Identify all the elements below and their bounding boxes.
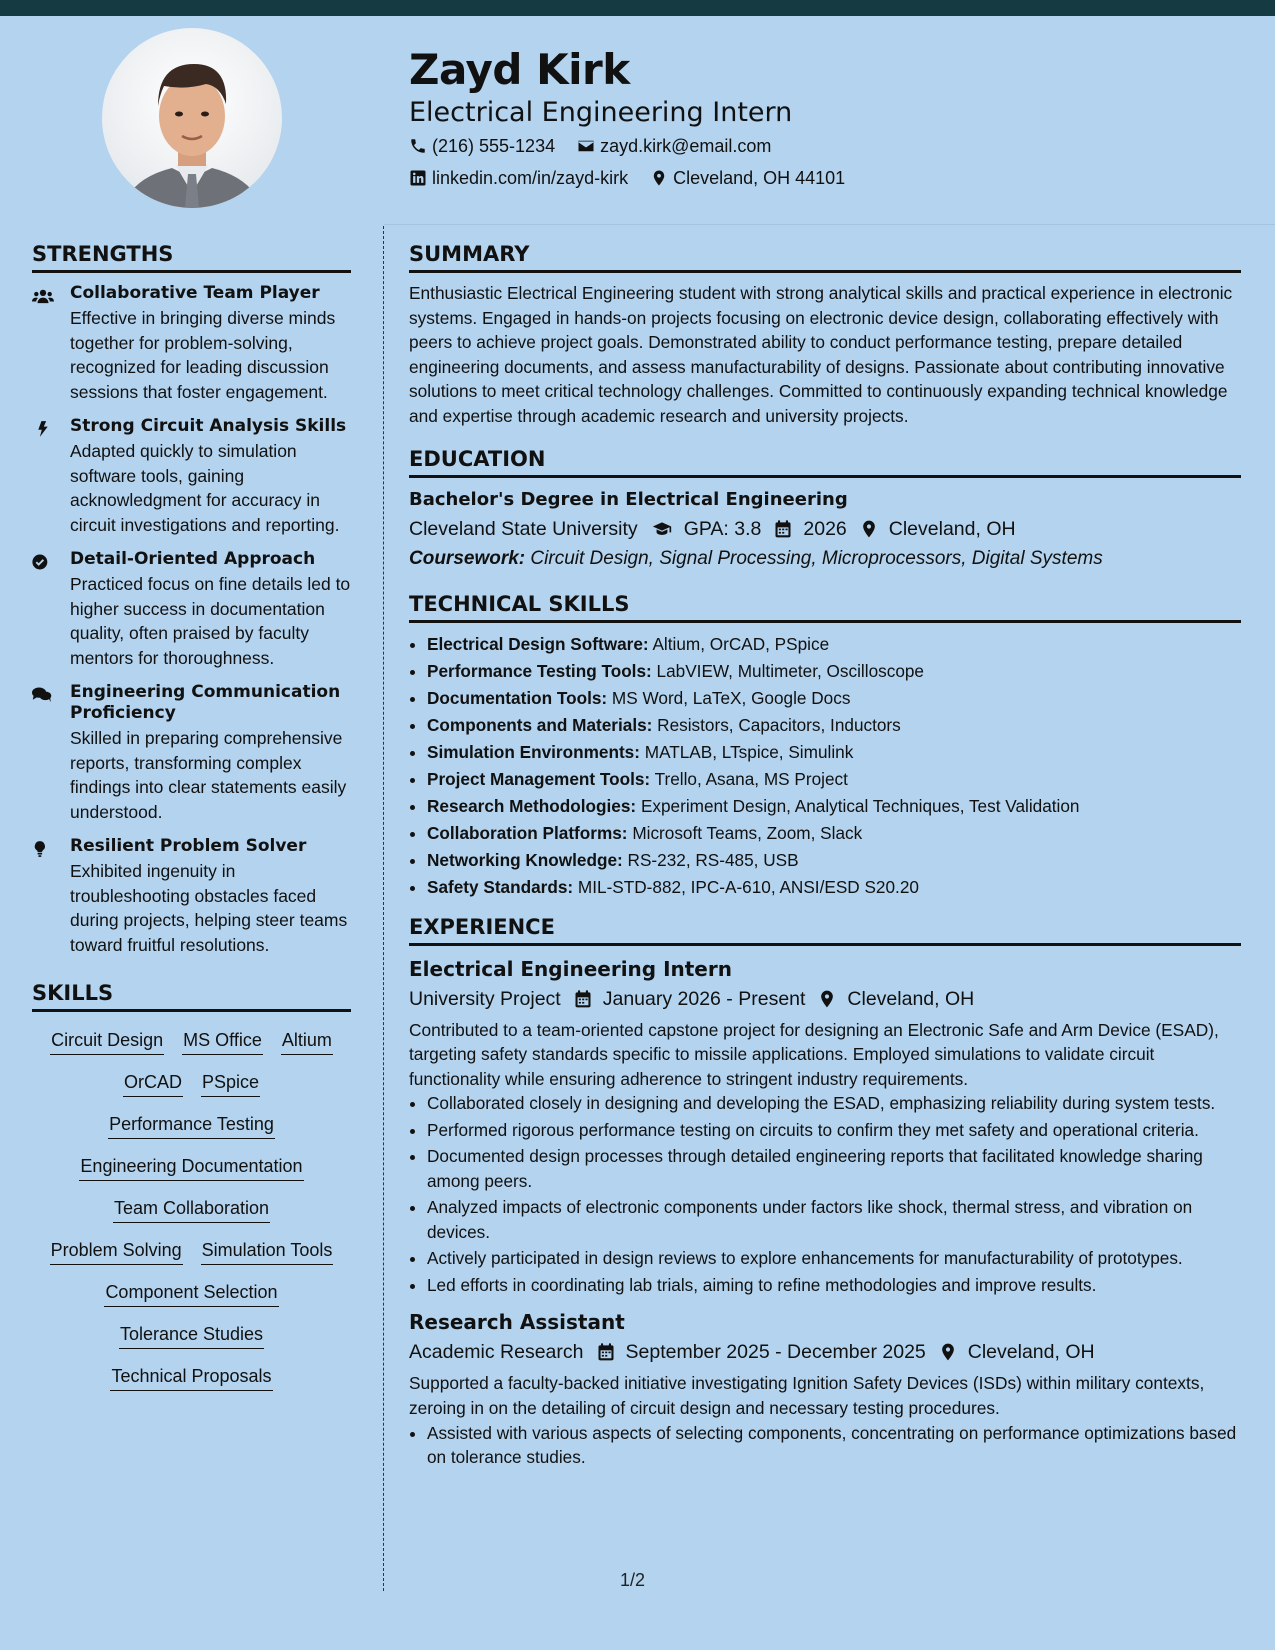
calendar-icon bbox=[573, 989, 593, 1009]
list-item: • Networking Knowledge: RS-232, RS-485, USB bbox=[427, 847, 1241, 874]
gpa: GPA: 3.8 bbox=[683, 517, 762, 540]
phone-number: (216) 555-1234 bbox=[432, 136, 556, 156]
list-item: • Collaborated closely in designing and developing the ESAD, emphasizing reliability during system tests. bbox=[427, 1091, 1241, 1116]
calendar-icon bbox=[596, 1342, 616, 1362]
top-accent-bar bbox=[0, 0, 1275, 16]
envelope-icon bbox=[577, 137, 595, 155]
skill-tag: Circuit Design bbox=[50, 1026, 164, 1055]
strength-item bbox=[32, 283, 351, 404]
check-circle-icon bbox=[32, 552, 54, 572]
strength-title: Strong Circuit Analysis Skills bbox=[70, 416, 347, 436]
strength-title: Engineering Communication Proficiency bbox=[70, 682, 341, 723]
coursework-label: Coursework: bbox=[409, 547, 526, 569]
skill-tag: Component Selection bbox=[104, 1278, 278, 1307]
map-marker-icon bbox=[859, 519, 879, 539]
skills-heading: SKILLS bbox=[32, 979, 351, 1012]
skills-tag-cloud bbox=[32, 1026, 351, 1391]
experience-heading: EXPERIENCE bbox=[409, 913, 1241, 946]
resume-header bbox=[409, 40, 1249, 194]
contact-row-1 bbox=[409, 130, 1249, 162]
summary-text: Enthusiastic Electrical Engineering student with strong analytical skills and practical experience in electronic systems. Engaged in hands-on projects focusing on electronic device design, collaborating effectively with peers to achieve project goals. Demonstrated ability to conduct performance testing, prepare detailed engineering documents, and assess manufacturability of designs. Passionate about contributing innovative solutions to meet critical technology challenges. Committed to continuously expanding technical knowledge and expertise through academic research and university projects. bbox=[409, 283, 1233, 426]
list-item: • Electrical Design Software: Altium, OrCAD, PSpice bbox=[427, 631, 1241, 658]
strength-item bbox=[32, 416, 351, 537]
job-title: Electrical Engineering Intern bbox=[409, 956, 732, 981]
strength-description: Practiced focus on fine details led to higher success in documentation quality, often praised by faculty mentors for thoroughness. bbox=[70, 574, 351, 668]
calendar-icon bbox=[773, 519, 793, 539]
location-contact bbox=[650, 162, 845, 194]
strength-description: Effective in bringing diverse minds together for problem-solving, recognized for leading discussion sessions that foster engagement. bbox=[70, 308, 336, 402]
strength-title: Collaborative Team Player bbox=[70, 283, 320, 303]
skill-tag: Technical Proposals bbox=[110, 1362, 272, 1391]
coursework bbox=[409, 544, 1241, 574]
skill-tag: Problem Solving bbox=[50, 1236, 183, 1265]
list-item: • Simulation Environments: MATLAB, LTspice, Simulink bbox=[427, 739, 1241, 766]
skill-tag: Tolerance Studies bbox=[119, 1320, 264, 1349]
list-item: • Performance Testing Tools: LabVIEW, Multimeter, Oscilloscope bbox=[427, 658, 1241, 685]
strength-description: Exhibited ingenuity in troubleshooting obstacles faced during projects, helping steer teams toward fruitful resolutions. bbox=[70, 861, 348, 955]
header-divider bbox=[384, 224, 1275, 225]
list-item: • Project Management Tools: Trello, Asana, MS Project bbox=[427, 766, 1241, 793]
coursework-list: Circuit Design, Signal Processing, Microprocessors, Digital Systems bbox=[530, 547, 1103, 569]
school-location: Cleveland, OH bbox=[888, 517, 1016, 540]
linkedin-url[interactable]: linkedin.com/in/zayd-kirk bbox=[432, 168, 629, 188]
list-item: • Led efforts in coordinating lab trials, aiming to refine methodologies and improve results. bbox=[427, 1273, 1241, 1298]
graduation-cap-icon bbox=[650, 519, 674, 539]
linkedin-contact[interactable] bbox=[409, 162, 628, 194]
job-dates: January 2026 - Present bbox=[602, 987, 806, 1010]
candidate-title: Electrical Engineering Intern bbox=[409, 97, 793, 128]
list-item: • Components and Materials: Resistors, Capacitors, Inductors bbox=[427, 712, 1241, 739]
list-item: • Analyzed impacts of electronic components under factors like shock, thermal stress, and vibration on devices. bbox=[427, 1195, 1241, 1244]
skill-tag: OrCAD bbox=[123, 1068, 183, 1097]
strength-title: Detail-Oriented Approach bbox=[70, 549, 316, 569]
list-item: • Collaboration Platforms: Microsoft Teams, Zoom, Slack bbox=[427, 820, 1241, 847]
strength-item bbox=[32, 836, 351, 957]
comments-icon bbox=[32, 685, 54, 705]
job-location: Cleveland, OH bbox=[967, 1341, 1095, 1364]
job-dates: September 2025 - December 2025 bbox=[625, 1341, 926, 1364]
list-item: • Documented design processes through detailed engineering reports that facilitated knowledge sharing among peers. bbox=[427, 1144, 1241, 1193]
school-name: Cleveland State University bbox=[409, 517, 638, 540]
page-number: 1/2 bbox=[620, 1570, 646, 1590]
bolt-icon bbox=[32, 419, 54, 439]
summary-heading: SUMMARY bbox=[409, 240, 1241, 273]
strength-description: Adapted quickly to simulation software tools, gaining acknowledgment for accuracy in circuit investigations and reporting. bbox=[70, 441, 340, 535]
job-meta bbox=[409, 984, 1241, 1014]
column-divider bbox=[383, 226, 384, 1591]
strengths-heading: STRENGTHS bbox=[32, 240, 351, 273]
map-marker-icon bbox=[938, 1342, 958, 1362]
technical-skills-heading: TECHNICAL SKILLS bbox=[409, 590, 1241, 623]
strength-description: Skilled in preparing comprehensive reports, transforming complex findings into clear statements easily understood. bbox=[70, 728, 347, 822]
job-organization: University Project bbox=[409, 987, 561, 1010]
contact-row-2 bbox=[409, 162, 1249, 194]
job-bullets bbox=[409, 1421, 1241, 1470]
job-meta bbox=[409, 1337, 1241, 1367]
candidate-name: Zayd Kirk bbox=[409, 45, 630, 94]
list-item: • Performed rigorous performance testing on circuits to confirm they met safety and operational criteria. bbox=[427, 1118, 1241, 1143]
skill-tag: PSpice bbox=[201, 1068, 260, 1097]
phone-contact bbox=[409, 130, 555, 162]
education-meta bbox=[409, 514, 1241, 544]
job-title: Research Assistant bbox=[409, 1310, 625, 1335]
linkedin-icon bbox=[409, 169, 427, 187]
degree-title: Bachelor's Degree in Electrical Engineering bbox=[409, 488, 848, 510]
profile-photo bbox=[102, 28, 282, 208]
skill-tag: Engineering Documentation bbox=[79, 1152, 303, 1181]
map-marker-icon bbox=[817, 989, 837, 1009]
email-address[interactable]: zayd.kirk@email.com bbox=[600, 136, 772, 156]
skill-tag: Performance Testing bbox=[108, 1110, 275, 1139]
job-bullets bbox=[409, 1091, 1241, 1297]
strength-item bbox=[32, 682, 351, 824]
location-text: Cleveland, OH 44101 bbox=[673, 168, 846, 188]
graduation-year: 2026 bbox=[803, 517, 847, 540]
list-item: • Assisted with various aspects of selecting components, concentrating on performance optimizations based on tolerance studies. bbox=[427, 1421, 1241, 1470]
list-item: • Safety Standards: MIL-STD-882, IPC-A-610, ANSI/ESD S20.20 bbox=[427, 874, 1241, 901]
technical-skills-list bbox=[409, 631, 1241, 901]
skill-tag: Simulation Tools bbox=[201, 1236, 334, 1265]
strength-item bbox=[32, 549, 351, 670]
map-marker-icon bbox=[650, 169, 668, 187]
email-contact[interactable] bbox=[577, 130, 771, 162]
job-organization: Academic Research bbox=[409, 1341, 584, 1364]
phone-icon bbox=[409, 137, 427, 155]
left-column bbox=[32, 240, 351, 1404]
right-column bbox=[409, 240, 1241, 1472]
users-icon bbox=[32, 286, 54, 306]
job-summary: Contributed to a team-oriented capstone project for designing an Electronic Safe and Arm Device (ESAD), targeting safety standards specific to missile applications. Employed simulations to validate circuit functionality while ensuring adherence to stringent industry requirements. bbox=[409, 1019, 1219, 1089]
list-item: • Actively participated in design reviews to explore enhancements for manufacturability of prototypes. bbox=[427, 1246, 1241, 1271]
strength-title: Resilient Problem Solver bbox=[70, 836, 307, 856]
education-heading: EDUCATION bbox=[409, 445, 1241, 478]
list-item: • Research Methodologies: Experiment Design, Analytical Techniques, Test Validation bbox=[427, 793, 1241, 820]
skill-tag: MS Office bbox=[182, 1026, 263, 1055]
skill-tag: Team Collaboration bbox=[113, 1194, 270, 1223]
job-summary: Supported a faculty-backed initiative investigating Ignition Safety Devices (ISDs) within military contexts, zeroing in on the detailing of circuit design and necessary testing procedures. bbox=[409, 1373, 1205, 1418]
lightbulb-icon bbox=[32, 839, 54, 859]
list-item: • Documentation Tools: MS Word, LaTeX, Google Docs bbox=[427, 685, 1241, 712]
job-location: Cleveland, OH bbox=[847, 987, 975, 1010]
skill-tag: Altium bbox=[281, 1026, 333, 1055]
